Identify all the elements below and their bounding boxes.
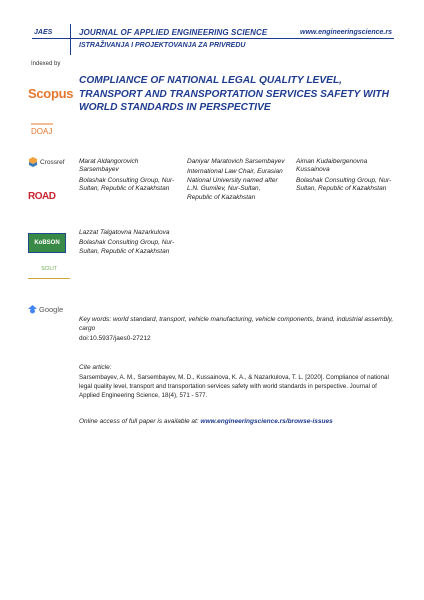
author-name: Marat Aldangorovich Sarsembayev — [79, 158, 139, 174]
doaj-logo-icon — [28, 118, 56, 140]
indexed-by-label: Indexed by — [31, 61, 61, 67]
journal-website-link[interactable]: www.engineeringscience.rs — [300, 29, 392, 36]
citation-text: Sarsembayev, A. M., Sarsembayev, M. D., Kussainova, K. A., & Nazarkulova, T. L. [2020]. Compliance of national legal quality level, transport and transportation services safety with world standards in perspective. Journal of Applied Engineering Science, 18(4), 571 - 577. — [79, 374, 389, 399]
crossref-logo — [28, 157, 65, 167]
author-affiliation: Bolashak Consulting Group, Nur-Sultan, Republic of Kazakhstan — [79, 176, 175, 193]
google-scholar-icon — [28, 305, 37, 314]
keywords: Key words: world standard, transport, vehicle manufacturing, vehicle components, brand, industrial assembly, cargo — [79, 316, 394, 332]
header-divider-horizontal — [32, 38, 394, 39]
author-block — [296, 158, 396, 194]
kobson-logo-text: KoBSON — [34, 240, 60, 246]
scopus-logo-text: Scopus — [28, 86, 74, 101]
scilit-logo — [28, 266, 70, 279]
author-name: Aiman Kudaibergenovna Kussainova — [296, 158, 368, 174]
cite-heading: Cite article: — [79, 364, 112, 371]
road-logo — [28, 191, 55, 202]
author-name: Lazzat Talgatovna Nazarkulova — [79, 229, 170, 236]
author-affiliation: International Law Chair, Eurasian National University named after L.N. Gumilev, Nur-Sultan, Republic of Kazakhstan — [187, 168, 283, 201]
author-block — [187, 158, 287, 202]
paper-title: COMPLIANCE OF NATIONAL LEGAL QUALITY LEVEL, TRANSPORT AND TRANSPORTATION SERVICES SAFETY WITH WORLD STANDARDS IN PERSPECTIVE — [79, 75, 389, 113]
author-affiliation: Bolashak Consulting Group, Nur-Sultan, Republic of Kazakhstan — [296, 176, 392, 193]
browse-issues-link[interactable]: www.engineeringscience.rs/browse-issues — [200, 418, 333, 425]
scilit-logo-text: SCILIT — [41, 266, 57, 272]
road-logo-text: ROAD — [28, 191, 56, 202]
author-block — [79, 158, 175, 194]
google-scholar-logo — [28, 305, 63, 314]
journal-abbr: JAES — [34, 29, 53, 36]
kobson-logo — [28, 233, 66, 253]
crossref-icon — [28, 157, 38, 167]
online-access-text: Online access of full paper is available at: — [79, 418, 201, 425]
author-name: Daniyar Maratovich Sarsembayev — [187, 158, 285, 165]
doaj-logo — [28, 118, 56, 140]
doaj-logo-text: DOAJ — [31, 127, 53, 136]
journal-title: JOURNAL OF APPLIED ENGINEERING SCIENCE — [79, 28, 268, 37]
journal-subtitle: ISTRAŽIVANJA I PROJEKTOVANJA ZA PRIVREDU — [79, 42, 246, 49]
scopus-logo — [28, 86, 73, 101]
author-block — [79, 229, 175, 256]
online-access — [79, 418, 399, 425]
header-divider-vertical — [70, 24, 71, 55]
crossref-logo-text: Crossref — [40, 158, 65, 166]
doi-link[interactable]: doi:10.5937/jaes0-27212 — [79, 335, 151, 342]
author-affiliation: Bolashak Consulting Group, Nur-Sultan, Republic of Kazakhstan — [79, 239, 175, 255]
google-logo-text: Google — [39, 305, 64, 314]
